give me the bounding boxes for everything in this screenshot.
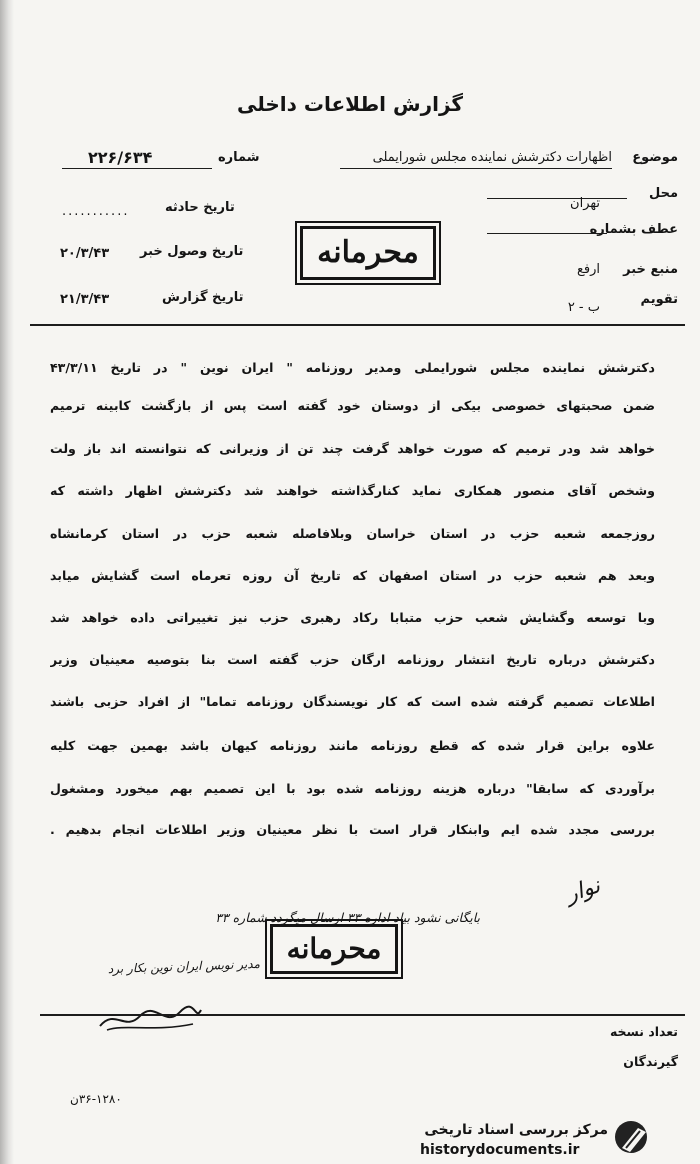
subject-underline [340, 168, 612, 169]
incident-date-dots: ........... [62, 204, 130, 219]
body-line-7: وبا توسعه وگشایش شعب حزب متبابا رکاد رهبری حزب نیز تغییراتی داده خواهد شد [50, 610, 655, 625]
subject-label: موضوع [632, 150, 678, 165]
footer-divider [40, 1014, 685, 1016]
place-label: محل [648, 186, 678, 201]
watermark-logo-icon [612, 1118, 658, 1156]
header-divider [30, 324, 685, 326]
number-underline [62, 168, 212, 169]
place-value: تهران [570, 196, 600, 211]
confidential-stamp-top: محرمانه [300, 226, 436, 280]
ref-number-label: عطف بشماره [589, 222, 678, 237]
received-date-value: ۲۰/۳/۴۳ [60, 246, 110, 261]
body-line-4: وشخص آقای منصور همکاری نماید کنارگذاشته خواهند شد دکترشش اظهار داشته که [50, 483, 655, 498]
received-date-label: تاریخ وصول خبر [140, 244, 244, 259]
copies-label: تعداد نسخه [609, 1024, 678, 1039]
watermark-url: historydocuments.ir [420, 1142, 580, 1158]
rating-value: ب - ۲ [567, 300, 600, 315]
source-value: ارفع [576, 262, 600, 277]
body-line-6: وبعد هم شعبه حزب در استان اصفهان که تاریخ آن روزه تعرماه است گشایش میابد [50, 568, 655, 583]
body-line-10: علاوه براین قرار شده که قطع روزنامه مانند روزنامه کیهان باشد بهمین جهت کلیه [50, 738, 655, 753]
subject-value: اظهارات دکترشش نماینده مجلس شورایملی [372, 150, 612, 165]
report-date-label: تاریخ گزارش [162, 290, 244, 305]
recipients-label: گیرندگان [623, 1054, 678, 1069]
number-value: ۲۲۶/۶۳۴ [88, 148, 153, 167]
body-line-5: روزجمعه شعبه حزب در استان خراسان وبلافاصله شعبه حزب در استان کرمانشاه [50, 526, 655, 541]
body-line-3: خواهد شد ودر ترمیم که صورت خواهد گرفت چند تن از وزیرانی که نتوانسته اند باز ولت [50, 441, 655, 456]
handwritten-note-line2: مدیر نوبس ایران نوین بکار برد [107, 956, 261, 977]
body-line-9: اطلاعات تصمیم گرفته شده است که کار نویسندگان روزنامه تماما" از افراد حزبی باشند [50, 694, 655, 709]
handwritten-signature-right: نوار [562, 873, 604, 908]
handwritten-initials [95, 1002, 205, 1036]
document-code: ۳۶-۱۲۸۰ن [70, 1092, 122, 1106]
report-date-value: ۲۱/۳/۴۳ [60, 292, 110, 307]
watermark-org-name: مرکز بررسی اسناد تاریخی [424, 1122, 608, 1138]
source-label: منبع خبر [623, 262, 678, 277]
body-line-2: ضمن صحبتهای خصوصی بیکی از دوستان خود گفته است پس از بازگشت کابینه ترمیم [50, 398, 655, 413]
body-line-1: دکترشش نماینده مجلس شورایملی ومدیر روزنامه " ایران نوین " در تاریخ ۴۳/۳/۱۱ [50, 360, 655, 375]
ref-underline [487, 233, 607, 234]
report-title: گزارش اطلاعات داخلی [236, 92, 464, 116]
body-line-12: بررسی مجدد شده ایم وابنکار قرار است با نظر معینیان وزیر اطلاعات انجام بدهیم . [50, 822, 655, 837]
rating-label: تقویم [640, 292, 678, 307]
number-label: شماره [218, 150, 260, 165]
incident-date-label: تاریخ حادثه [165, 200, 235, 215]
body-line-8: دکترشش درباره تاریخ انتشار روزنامه ارگان حزب گفته است بنا بتوصیه معینیان وزیر [50, 652, 655, 667]
handwritten-note: بایگانی نشود بیاد اداره ۳۳ ارسال میگردد شماره ۳۳ [215, 910, 480, 925]
body-line-11: برآوردی که سابقا" درباره هزینه روزنامه شده بود با این تصمیم بهم میخورد ومشغول [50, 781, 655, 796]
place-underline [487, 198, 627, 199]
confidential-stamp-bottom: محرمانه [270, 924, 398, 974]
